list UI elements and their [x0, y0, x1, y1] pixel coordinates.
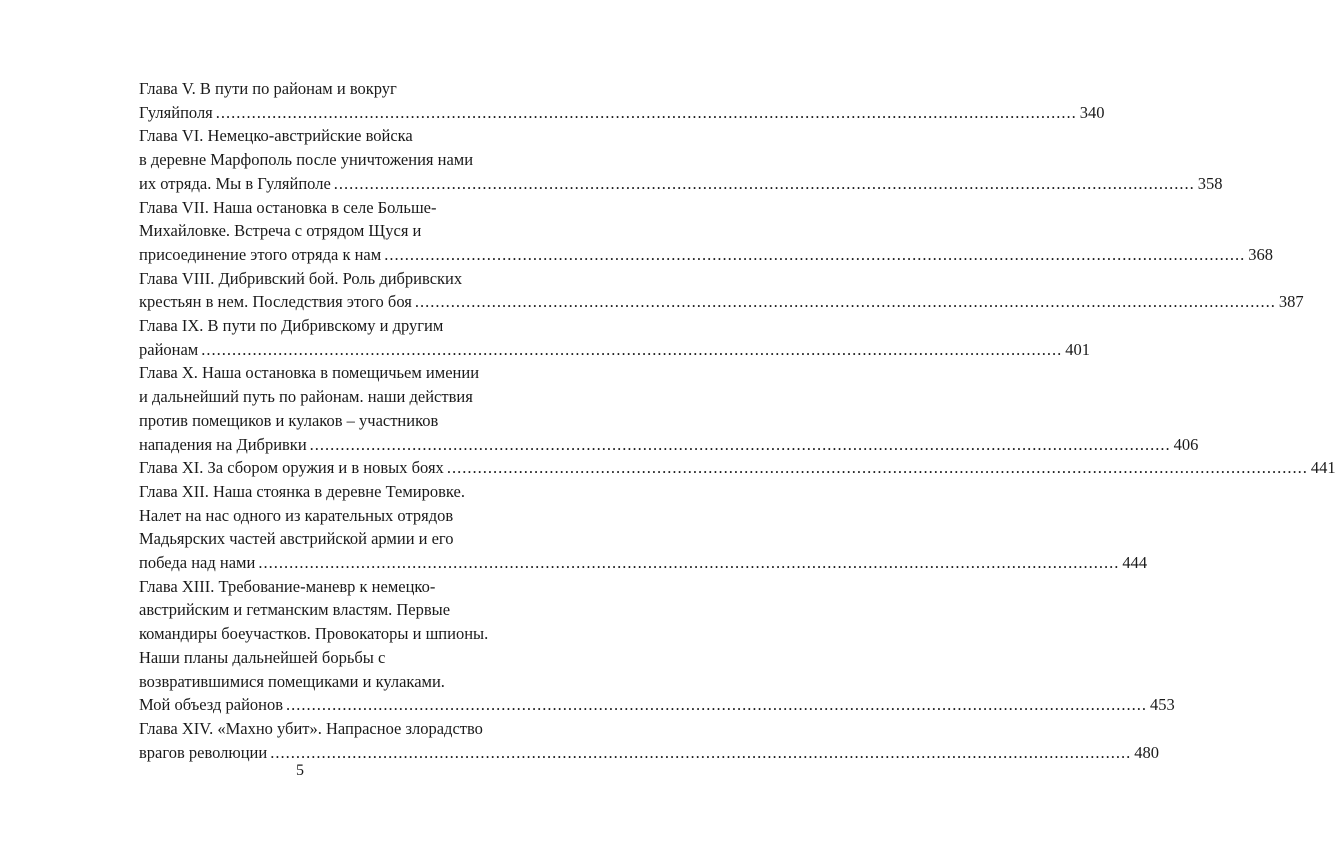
toc-page-number: 453 — [1150, 695, 1175, 715]
toc-line — [139, 598, 491, 622]
toc-line — [139, 551, 1148, 575]
toc-page-number: 340 — [1079, 102, 1105, 122]
toc-line-text: австрийским и гетманским властям. Первые — [139, 600, 451, 620]
toc-line-text: Мадьярских частей австрийской армии и его — [139, 529, 454, 549]
toc-line-text: Глава XII. Наша стоянка в деревне Темировке. — [139, 481, 465, 501]
toc-line — [139, 385, 491, 409]
toc-entry — [139, 77, 1105, 124]
leader-dots — [258, 551, 1119, 575]
toc-line-text: Михайловке. Встреча с отрядом Щуся и — [139, 221, 422, 241]
toc-line-text: Глава XIV. «Махно убит». Напрасное злорадство — [139, 718, 483, 738]
toc-line-text: Глава XI. За сбором оружия и в новых боях — [139, 458, 444, 478]
toc-line — [139, 338, 1090, 362]
toc-line — [139, 290, 1304, 314]
toc-line — [139, 480, 491, 504]
toc-entry — [139, 456, 1336, 480]
leader-dots — [201, 338, 1062, 362]
toc-page-number: 368 — [1248, 244, 1273, 264]
leader-dots — [270, 741, 1131, 765]
toc-line — [139, 219, 491, 243]
toc-entry — [139, 124, 1223, 195]
toc-page-number: 444 — [1122, 553, 1148, 573]
toc-entry — [139, 361, 1199, 456]
leader-dots — [286, 693, 1147, 717]
page-number: 5 — [296, 762, 304, 779]
toc-line — [139, 124, 491, 148]
toc-line-text: в деревне Марфополь после уничтожения нами — [139, 150, 474, 170]
toc-line — [139, 77, 491, 101]
toc-line-text: Глава IX. В пути по Дибривскому и другим — [139, 316, 444, 336]
toc-entry — [139, 480, 1148, 575]
toc-entry — [139, 267, 1304, 314]
toc-line-text: районам — [139, 339, 199, 359]
toc-line — [139, 243, 1273, 267]
toc-line — [139, 433, 1199, 457]
toc-entry — [139, 196, 1273, 267]
toc-line-text: Глава VII. Наша остановка в селе Больше- — [139, 197, 437, 217]
toc-entry — [139, 314, 1090, 361]
toc-line — [139, 101, 1105, 125]
leader-dots — [384, 243, 1245, 267]
toc-line — [139, 741, 1159, 765]
toc-line — [139, 717, 491, 741]
toc-entry — [139, 717, 1159, 764]
toc-line — [139, 670, 491, 694]
toc-line-text: Налет на нас одного из карательных отрядов — [139, 505, 454, 525]
toc-line-text: Глава V. В пути по районам и вокруг — [139, 79, 397, 98]
toc-page-number: 387 — [1278, 292, 1304, 312]
toc-line-text: Мой объезд районов — [139, 695, 284, 715]
toc-line — [139, 314, 491, 338]
toc-line-text: нападения на Дибривки — [139, 434, 307, 454]
toc-line — [139, 267, 491, 291]
leader-dots — [447, 456, 1308, 480]
toc-line — [139, 693, 1175, 717]
toc-line-text: их отряда. Мы в Гуляйполе — [139, 173, 331, 193]
toc-page-number: 480 — [1134, 742, 1159, 762]
leader-dots — [334, 172, 1195, 196]
toc-line-text: врагов революции — [139, 742, 268, 762]
leader-dots — [310, 433, 1171, 457]
toc-line-text: Глава VI. Немецко-австрийские войска — [139, 126, 413, 146]
toc-line — [139, 646, 491, 670]
leader-dots — [216, 101, 1077, 125]
toc-page-number: 401 — [1065, 339, 1090, 359]
toc-line — [139, 361, 491, 385]
toc-line — [139, 172, 1223, 196]
toc-line — [139, 456, 1336, 480]
toc-line-text: командиры боеучастков. Провокаторы и шпионы. — [139, 624, 489, 644]
toc-line-text: Глава X. Наша остановка в помещичьем имении — [139, 363, 480, 383]
toc-page-number: 441 — [1310, 458, 1336, 478]
toc-line-text: Глава XIII. Требование-маневр к немецко- — [139, 576, 436, 596]
toc-line-text: возвратившимися помещиками и кулаками. — [139, 671, 445, 691]
toc-line-text: против помещиков и кулаков – участников — [139, 410, 439, 430]
toc-line-text: Гуляйполя — [139, 102, 213, 122]
toc-line-text: крестьян в нем. Последствия этого боя — [139, 292, 412, 312]
toc-line — [139, 504, 491, 528]
toc-line — [139, 148, 491, 172]
table-of-contents — [139, 77, 1336, 764]
toc-line-text: победа над нами — [139, 553, 256, 573]
toc-line-text: присоединение этого отряда к нам — [139, 244, 382, 264]
toc-entry — [139, 575, 1175, 717]
toc-line — [139, 527, 491, 551]
toc-page-number: 358 — [1197, 173, 1223, 193]
toc-line — [139, 622, 491, 646]
toc-line-text: Наши планы дальнейшей борьбы с — [139, 647, 386, 667]
toc-line — [139, 575, 491, 599]
toc-line-text: и дальнейший путь по районам. наши действия — [139, 387, 473, 407]
toc-line-text: Глава VIII. Дибривский бой. Роль дибривских — [139, 268, 463, 288]
toc-line — [139, 409, 491, 433]
toc-page-number: 406 — [1173, 434, 1199, 454]
leader-dots — [415, 290, 1276, 314]
toc-line — [139, 196, 491, 220]
